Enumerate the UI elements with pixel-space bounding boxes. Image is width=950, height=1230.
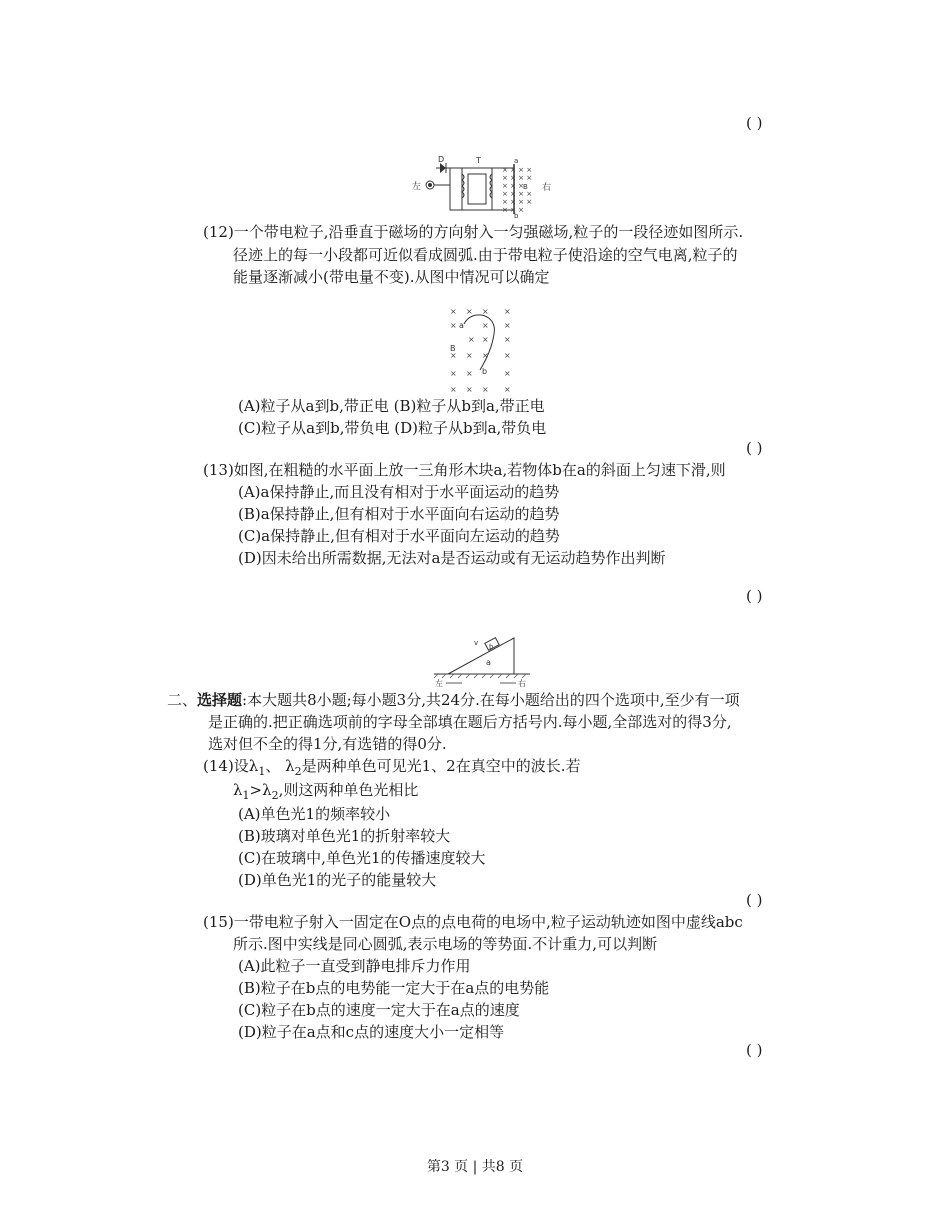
svg-text:×: × <box>504 335 511 344</box>
lambda-symbol: λ <box>262 781 272 799</box>
q15-option-a: (A)此粒子一直受到静电排斥力作用 <box>238 957 471 975</box>
section2-line3: 选对但不全的得1分,有选错的得0分. <box>208 735 447 753</box>
answer-bracket-q13: ( ) <box>746 587 763 605</box>
track-label-a: a <box>459 321 464 330</box>
svg-text:×: × <box>466 369 473 378</box>
incline-label-v: v <box>474 639 479 647</box>
track-label-B: B <box>450 344 456 353</box>
section2-title: 选择题 <box>197 691 243 709</box>
q15-line2: 所示.图中实线是同心圆弧,表示电场的等势面.不计重力,可以判断 <box>233 935 658 953</box>
svg-text:×: × <box>450 307 457 316</box>
svg-text:× × ×: × × × <box>502 182 525 190</box>
svg-text:×: × <box>482 321 489 330</box>
q13-line1: (13)如图,在粗糙的水平面上放一三角形木块a,若物体b在a的斜面上匀速下滑,则 <box>203 461 726 479</box>
lambda-sub-2: 2 <box>271 789 279 802</box>
svg-text:× × × ×: × × × × <box>502 198 533 206</box>
svg-text:×: × <box>482 385 489 394</box>
q14-option-a: (A)单色光1的频率较小 <box>238 805 391 823</box>
q13-option-d: (D)因未给出所需数据,无法对a是否运动或有无运动趋势作出判断 <box>238 549 666 567</box>
lambda-symbol: λ <box>285 757 295 775</box>
label-a: a <box>514 157 519 165</box>
q12-line1: (12)一个带电粒子,沿垂直于磁场的方向射入一匀强磁场,粒子的一段径迹如图所示. <box>203 223 744 241</box>
q14-option-b: (B)玻璃对单色光1的折射率较大 <box>238 827 451 845</box>
q15-option-c: (C)粒子在b点的速度一定大于在a点的速度 <box>238 1001 520 1019</box>
q12-options-row1: (A)粒子从a到b,带正电 (B)粒子从b到a,带正电 <box>238 397 545 415</box>
label-T: T <box>476 156 481 165</box>
svg-text:×: × <box>504 321 511 330</box>
q13-option-c: (C)a保持静止,但有相对于水平面向左运动的趋势 <box>238 527 560 545</box>
incline-label-b: b <box>489 643 494 651</box>
lambda-sub-2: 2 <box>294 765 302 778</box>
figure-particle-track <box>446 304 518 396</box>
q12-line2: 径迹上的每一小段都可近似看成圆弧.由于带电粒子使沿途的空气电离,粒子的 <box>233 246 738 264</box>
answer-bracket-q15: ( ) <box>746 1041 763 1059</box>
svg-text:× × × ×: × × × × <box>502 190 533 198</box>
q14-separator: 、 <box>265 757 281 775</box>
q13-option-a: (A)a保持静止,而且没有相对于水平面运动的趋势 <box>238 483 560 501</box>
svg-text:×: × <box>468 335 475 344</box>
lambda-symbol: λ <box>248 757 259 775</box>
svg-text:× × × ×: × × × × <box>502 174 533 182</box>
q14-option-c: (C)在玻璃中,单色光1的传播速度较大 <box>238 849 486 867</box>
q15-line1: (15)一带电粒子射入一固定在O点的点电荷的电场中,粒子运动轨迹如图中虚线abc <box>203 913 743 931</box>
svg-text:×: × <box>482 335 489 344</box>
q12-line3: 能量逐渐减小(带电量不变).从图中情况可以确定 <box>233 268 550 286</box>
q12-options-row2: (C)粒子从a到b,带负电 (D)粒子从b到a,带负电 <box>238 419 547 437</box>
figure-incline <box>432 632 532 692</box>
answer-bracket-q12: ( ) <box>746 439 763 457</box>
label-D: D <box>438 155 445 164</box>
incline-label-right: 右 <box>518 679 526 688</box>
svg-text:× × ×: × × × <box>502 206 525 214</box>
incline-label-a: a <box>486 658 491 667</box>
svg-text:×: × <box>466 351 473 360</box>
greater-than: > <box>249 781 263 799</box>
q14-post-text: ,则这两种单色光相比 <box>278 781 419 799</box>
answer-bracket-q14: ( ) <box>746 891 763 909</box>
q14-mid-text: 是两种单色可见光1、2在真空中的波长.若 <box>301 757 581 775</box>
q13-option-b: (B)a保持静止,但有相对于水平面向右运动的趋势 <box>238 505 560 523</box>
svg-text:×: × <box>504 385 511 394</box>
svg-text:×: × <box>450 351 457 360</box>
q14-line2 <box>233 780 418 806</box>
lambda-symbol: λ <box>233 781 243 799</box>
section2-line2: 是正确的.把正确选项前的字母全部填在题后方括号内.每小题,全部选对的得3分, <box>208 713 732 731</box>
section2-intro: :本大题共8小题;每小题3分,共24分.在每小题给出的四个选项中,至少有一项 <box>242 691 740 709</box>
lambda-sub-1: 1 <box>242 789 250 802</box>
track-label-b: b <box>482 367 488 376</box>
q14-prefix: (14)设 <box>203 757 249 775</box>
svg-text:× × × ×: × × × × <box>502 166 533 174</box>
section2-line1 <box>167 690 740 710</box>
figure-transformer-field <box>410 154 558 218</box>
answer-bracket-q11: ( ) <box>746 114 763 132</box>
label-right: 右 <box>542 183 552 193</box>
svg-text:×: × <box>504 369 511 378</box>
svg-text:×: × <box>466 385 473 394</box>
label-b: b <box>514 212 519 218</box>
page-footer: 第3 页 | 共8 页 <box>426 1159 524 1175</box>
svg-text:×: × <box>450 321 457 330</box>
q15-option-b: (B)粒子在b点的电势能一定大于在a点的电势能 <box>238 979 550 997</box>
svg-text:×: × <box>482 307 489 316</box>
q14-line1 <box>203 756 580 782</box>
svg-text:×: × <box>450 369 457 378</box>
svg-text:×: × <box>504 307 511 316</box>
label-B: B <box>523 183 528 191</box>
label-left: 左 <box>412 182 422 192</box>
lambda-sub-1: 1 <box>258 765 266 778</box>
svg-text:×: × <box>450 385 457 394</box>
q15-option-d: (D)粒子在a点和c点的速度大小一定相等 <box>238 1023 505 1041</box>
incline-label-left: 左 <box>435 679 443 688</box>
svg-text:×: × <box>466 307 473 316</box>
q14-option-d: (D)单色光1的光子的能量较大 <box>238 871 437 889</box>
svg-text:×: × <box>482 351 489 360</box>
svg-text:×: × <box>504 351 511 360</box>
section2-number: 二、 <box>167 691 198 709</box>
